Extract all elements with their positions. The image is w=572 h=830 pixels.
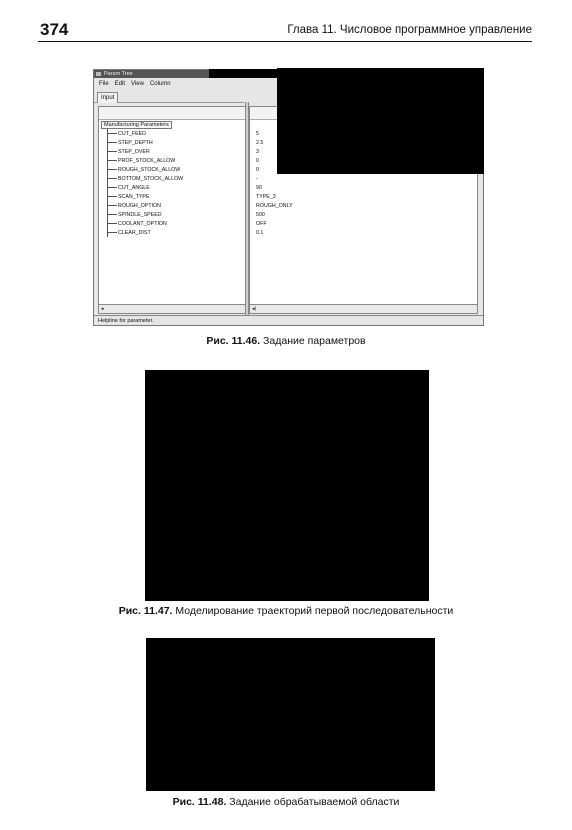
tree-item[interactable]: STEP_DEPTH <box>107 139 183 148</box>
parameter-name-list <box>107 130 183 238</box>
menu-column[interactable]: Column <box>149 81 171 87</box>
window-title: Param Tree <box>104 71 133 77</box>
tree-item[interactable]: PROF_STOCK_ALLOW <box>107 157 183 166</box>
tree-item[interactable]: COOLANT_OPTION <box>107 220 183 229</box>
tab-bar <box>94 90 244 103</box>
header-rule <box>38 41 532 42</box>
figure-caption <box>0 796 572 808</box>
menu-view[interactable]: View <box>131 81 144 87</box>
figure-caption-text: Задание параметров <box>263 335 366 347</box>
menubar <box>94 79 284 89</box>
value-cell[interactable]: 2.5 <box>256 140 264 146</box>
value-cell[interactable]: 90 <box>256 185 262 191</box>
window-app-icon <box>96 72 101 76</box>
value-cell[interactable]: 0.1 <box>256 230 264 236</box>
tree-item[interactable]: ROUGH_OPTION <box>107 202 183 211</box>
running-title: Глава 11. Числовое программное управление <box>287 24 532 36</box>
tree-item[interactable]: SPINDLE_SPEED <box>107 211 183 220</box>
figure-caption-text: Задание обрабатываемой области <box>229 796 400 808</box>
value-cell[interactable]: 500 <box>256 212 265 218</box>
parameter-tree-pane[interactable] <box>98 106 246 314</box>
tree-item[interactable]: STEP_OVER <box>107 148 183 157</box>
value-cell[interactable]: 3 <box>256 149 259 155</box>
value-horizontal-scrollbar[interactable]: ◂| <box>250 304 477 313</box>
value-cell[interactable]: 0 <box>256 158 259 164</box>
value-cell[interactable]: 5 <box>256 131 259 137</box>
menu-file[interactable]: File <box>99 81 109 87</box>
figure-number: Рис. 11.48. <box>172 796 227 808</box>
redacted-figure <box>145 370 429 601</box>
tree-item[interactable]: CUT_FEED <box>107 130 183 139</box>
redacted-figure <box>146 638 435 791</box>
page-number: 374 <box>40 20 69 39</box>
redacted-region <box>277 68 484 174</box>
value-cell[interactable]: 0 <box>256 167 259 173</box>
tree-item[interactable]: ROUGH_STOCK_ALLOW <box>107 166 183 175</box>
figure-caption <box>0 335 572 347</box>
value-cell[interactable]: ROUGH_ONLY <box>256 203 293 209</box>
menu-edit[interactable]: Edit <box>114 81 126 87</box>
figure-number: Рис. 11.46. <box>206 335 261 347</box>
figure-number: Рис. 11.47. <box>118 605 173 617</box>
figure-caption-text: Моделирование траекторий первой последовательности <box>175 605 454 617</box>
tree-item[interactable]: BOTTOM_STOCK_ALLOW <box>107 175 183 184</box>
window-titlebar[interactable] <box>94 70 211 78</box>
tree-pane-header <box>99 107 245 120</box>
figure-caption <box>0 605 572 617</box>
value-cell[interactable]: OFF <box>256 221 267 227</box>
tree-item[interactable]: CLEAR_DIST <box>107 229 183 238</box>
value-cell[interactable]: TYPE_3 <box>256 194 276 200</box>
tab-input[interactable]: Input <box>97 92 118 103</box>
value-cell[interactable]: - <box>256 176 258 182</box>
tree-horizontal-scrollbar[interactable]: ◂ <box>99 304 245 313</box>
tree-root-node[interactable]: Manufacturing Parameters <box>101 121 172 129</box>
tree-item[interactable]: CUT_ANGLE <box>107 184 183 193</box>
tree-item[interactable]: SCAN_TYPE <box>107 193 183 202</box>
status-bar: Helpline for parameter. <box>94 315 483 325</box>
